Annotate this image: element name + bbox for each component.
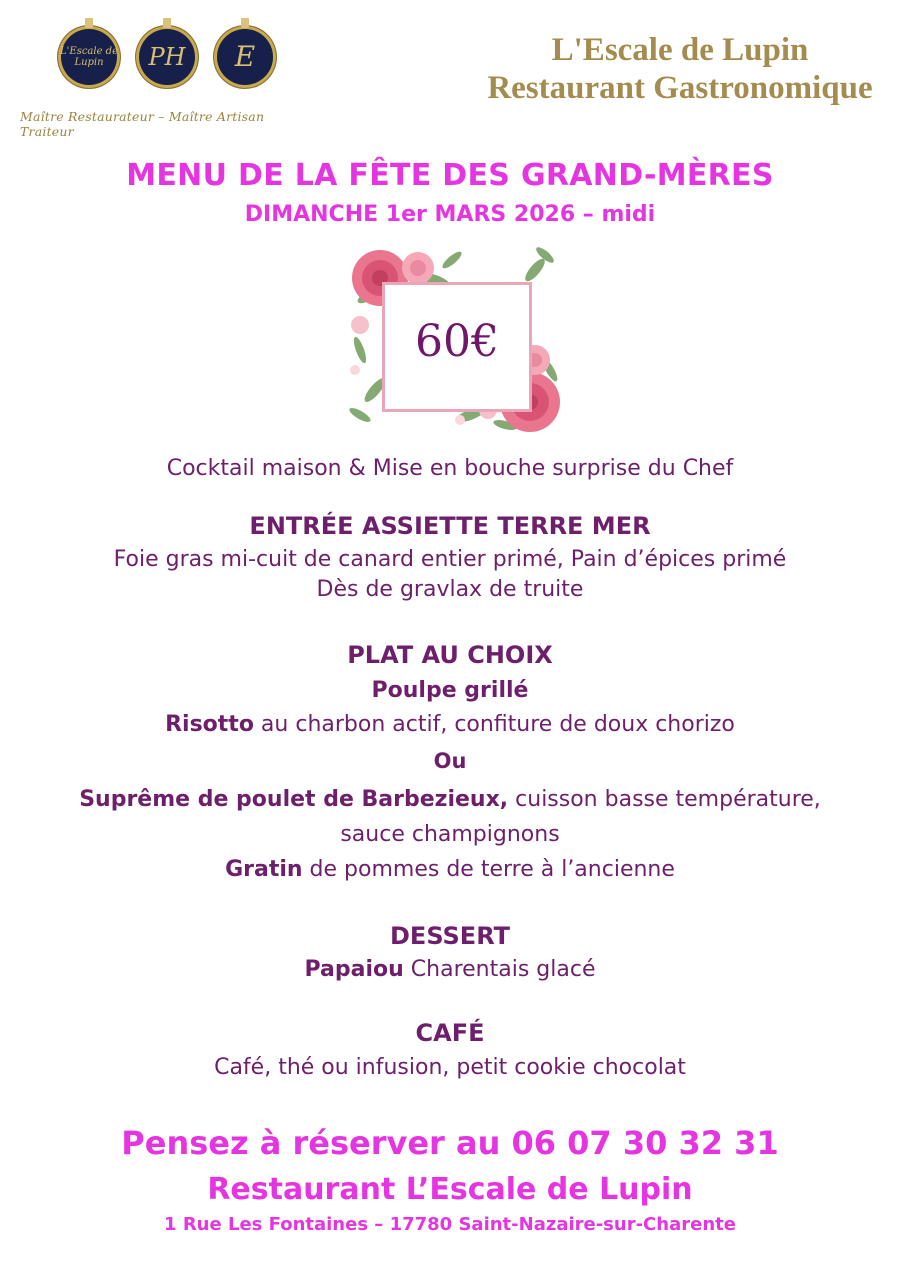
footer-restaurant-name: Restaurant L’Escale de Lupin (207, 1172, 693, 1207)
menu-date: DIMANCHE 1er MARS 2026 – midi (244, 202, 656, 227)
menu-title: MENU DE LA FÊTE DES GRAND-MÈRES (126, 158, 774, 193)
plat-option-1-rest: au charbon actif, confiture de doux chorizo (253, 712, 735, 737)
dessert-line (0, 957, 900, 982)
entree-line-1: Foie gras mi-cuit de canard entier primé, Pain d’épices primé (113, 547, 787, 572)
plat-option-2-side-rest: de pommes de terre à l’ancienne (302, 857, 675, 882)
tagline: Maître Restaurateur – Maître Artisan Traiteur (20, 109, 265, 139)
escale-de-lupin-logo: L'Escale de Lupin (58, 26, 120, 88)
cafe-heading: CAFÉ (415, 1019, 485, 1047)
menu-price: 60€ (415, 316, 499, 367)
dessert-bold: Papaiou (304, 957, 404, 982)
restaurant-subtitle: Restaurant Gastronomique (487, 70, 873, 106)
plat-option-1-desc (0, 712, 900, 737)
plat-option-1-title: Poulpe grillé (371, 678, 529, 703)
plat-option-2-side (0, 857, 900, 882)
plat-option-2-bold: Suprême de poulet de Barbezieux, (79, 787, 509, 812)
restaurant-name: L'Escale de Lupin (551, 32, 809, 68)
plat-option-2-line-2: sauce champignons (340, 822, 560, 847)
reservation-phone: Pensez à réserver au 06 07 30 32 31 (121, 1124, 779, 1162)
dessert-heading: DESSERT (390, 922, 510, 950)
plat-option-1-bold: Risotto (165, 712, 254, 737)
ph-monogram-logo: PH (136, 26, 198, 88)
dessert-rest: Charentais glacé (403, 957, 596, 982)
footer-address: 1 Rue Les Fontaines – 17780 Saint-Nazaire-sur-Charente (164, 1214, 736, 1235)
plat-option-2-desc (0, 787, 900, 812)
entree-heading: ENTRÉE ASSIETTE TERRE MER (249, 512, 651, 540)
cafe-line: Café, thé ou infusion, petit cookie chocolat (214, 1055, 686, 1080)
aperitif-line: Cocktail maison & Mise en bouche surprise du Chef (166, 456, 734, 481)
plat-option-2-rest: cuisson basse température, (508, 787, 821, 812)
plat-or: Ou (433, 749, 467, 773)
eau-de-vie-logo: E (214, 26, 276, 88)
entree-line-2: Dès de gravlax de truite (316, 577, 584, 602)
plat-option-2-side-bold: Gratin (225, 857, 303, 882)
plat-heading: PLAT AU CHOIX (347, 641, 553, 669)
